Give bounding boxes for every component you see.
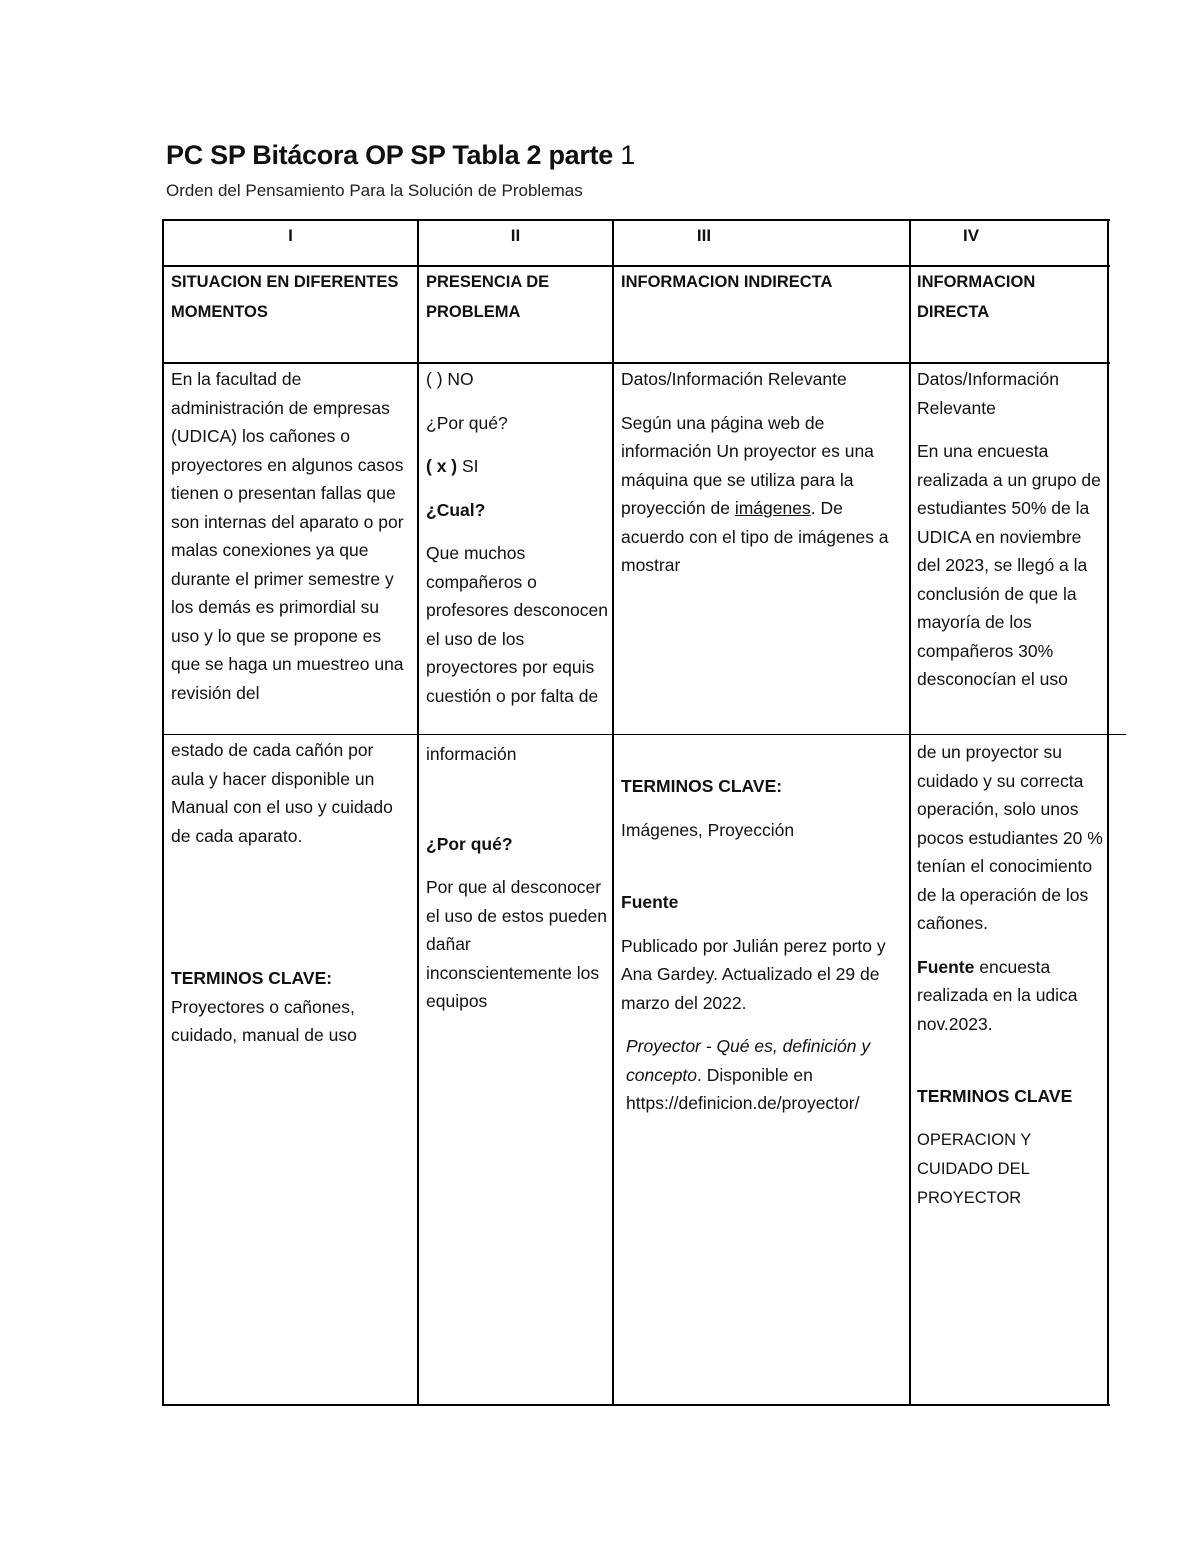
col2-why-1: ¿Por qué? [426,412,508,433]
col1-situation-text-cont: estado de cada cañón por aula y hacer disponible un Manual con el uso y cuidado de cada aparato. [171,740,393,846]
col4-upper-cell [917,365,1105,694]
col2-si-mark: ( x ) [426,456,458,476]
col4-terms-label: TERMINOS CLAVE [917,1086,1073,1106]
col2-answer-cont: información [426,744,517,764]
col1-upper-cell [171,365,411,707]
column-header-situacion: SITUACION EN DIFERENTES MOMENTOS [171,273,399,321]
col3-source-text: Publicado por Julián perez porto y Ana Gardey. Actualizado el 29 de marzo del 2022. [621,935,886,1013]
title-number: 1 [620,140,635,170]
column-header-presencia: PRESENCIA DE PROBLEMA [426,273,550,321]
colheader-divider [162,362,1110,364]
col2-no-option: ( ) NO [426,369,474,389]
col3-citation-rest: . Disponible en https://definicion.de/proyector/ [626,1064,860,1113]
col2-lower-cell [426,740,608,1016]
column-header-directa: INFORMACION DIRECTA [917,273,1036,321]
col3-link-imagenes[interactable]: imágenes [734,498,811,518]
page-break-divider [162,734,1126,735]
col3-lower-cell [621,772,907,1118]
page-subtitle: Orden del Pensamiento Para la Solución de Problemas [166,181,583,200]
col3-text-a: Según una página web de información Un proyector es una máquina que se utiliza para la proyección de [621,412,874,518]
col4-survey-text: En una encuesta realizada a un grupo de estudiantes 50% de la UDICA en noviembre del 2023, se llegó a la conclusión de que la mayoría de los compañeros 30% desconocían el uso [917,441,1101,689]
col4-source-label: Fuente [917,956,975,977]
col1-terms-label: TERMINOS CLAVE: [171,968,333,988]
col1-lower-cell [171,736,411,1050]
col3-text-b: . De acuerdo con el tipo de imágenes a mostrar [621,498,889,575]
column-divider-1 [417,219,419,1406]
column-header-indirecta: INFORMACION INDIRECTA [621,273,833,291]
title-part: parte [548,140,614,170]
roman-header-1: I [288,226,293,245]
column-divider-3 [909,219,911,1406]
col3-definition-text [621,409,907,580]
col1-terms: Proyectores o cañones, cuidado, manual de uso [171,996,357,1045]
col4-survey-text-cont: de un proyector su cuidado y su correcta operación, solo unos pocos estudiantes 20 % tenían el conocimiento de la operación de los cañones. [917,742,1103,933]
col4-source-text: encuesta realizada en la udica nov.2023. [917,956,1078,1034]
table-border-bottom [162,1404,1110,1406]
col3-source-label: Fuente [621,892,679,912]
roman-header-2: II [510,226,521,245]
col3-data-label: Datos/Información Relevante [621,369,847,389]
col2-answer: Que muchos compañeros o profesores desconocen el uso de los proyectores por equis cuestión o por falta de [426,543,608,706]
col3-citation-title: Proyector - Qué es, definición y concepto [626,1036,871,1085]
title-text: PC SP Bitácora OP SP Tabla 2 [166,140,542,170]
table-border-right [1107,219,1109,1406]
col3-citation [621,1032,907,1118]
table-border-top [162,219,1110,221]
page-title [166,140,635,171]
col4-terms: OPERACION Y CUIDADO DEL PROYECTOR [917,1130,1032,1207]
roman-header-3: III [696,226,712,245]
column-divider-2 [612,219,614,1406]
col2-si-label: SI [462,456,479,476]
col2-why-2: ¿Por qué? [426,833,513,854]
col2-upper-cell [426,365,608,710]
col1-situation-text: En la facultad de administración de empresas (UDICA) los cañones o proyectores en algunos casos tienen o presentan fallas que son internas del aparato o por malas conexiones ya que durante el primer semestre y los demás es primordial su uso y lo que se propone es que se haga un muestreo una revisión del [171,369,404,703]
col3-terms-label: TERMINOS CLAVE: [621,776,783,796]
col3-upper-cell [621,365,907,580]
col3-terms: Imágenes, Proyección [621,819,795,840]
col2-why-2-answer: Por que al desconocer el uso de estos pueden dañar inconscientemente los equipos [426,877,607,1011]
col4-lower-cell [917,738,1105,1213]
roman-header-4: IV [962,226,980,245]
col4-data-label: Datos/Información Relevante [917,369,1060,418]
table-border-left [162,219,164,1406]
col2-cual: ¿Cual? [426,499,486,520]
